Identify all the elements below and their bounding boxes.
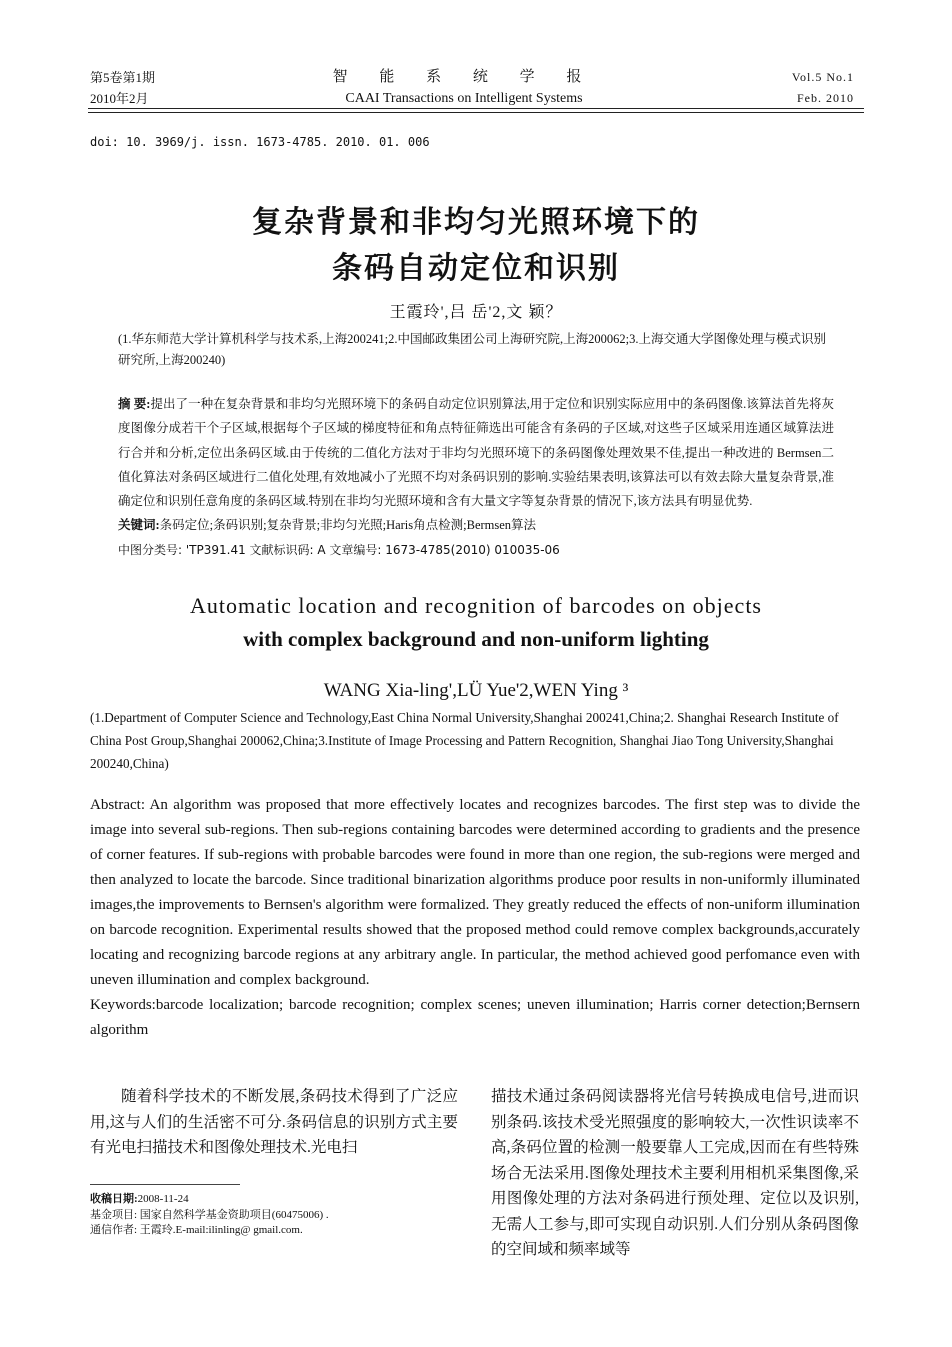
header-rule-top [88,108,864,109]
title-en-line2: with complex background and non-uniform lighting [243,627,709,651]
authors-cn: 王霞玲',吕 岳'2,文 颖？ [389,304,563,321]
doi: doi: 10. 3969/j. issn. 1673-4785. 2010. 01. 006 [90,135,430,149]
authors-en: WANG Xia-ling',LÜ Yue'2,WEN Ying ³ [323,680,629,701]
affiliation-cn: (1.华东师范大学计算机科学与技术系,上海200241;2.中国邮政集团公司上海研究院,上海200062;3.上海交通大学图像处理与模式识别研究所,上海200240) [118,332,826,367]
abstract-cn [118,392,834,562]
title-cn [0,200,952,292]
journal-name-en: CAAI Transactions on Intelligent Systems [345,91,583,106]
journal-header-left [90,67,155,109]
body-column-right: 描技术通过条码阅读器将光信号转换成电信号,进而识别条码.该技术受光照强度的影响较大,一次性识读率不高,条码位置的检测一般要靠人工完成,因而在有些特殊场合无法采用.图像处理技术主要利用相机采集图像,采用图像处理的方法对条码进行预处理、定位以及识别,无需人工参与,即可实现自动识别.人们分别从条码图像的空间域和频率域等 [491,1088,859,1258]
keywords-cn [118,513,834,537]
journal-header-right [792,67,854,109]
abstract-cn-text: 提出了一种在复杂背景和非均匀光照环境下的条码自动定位识别算法,用于定位和识别实际应用中的条码图像.该算法首先将灰度图像分成若干个子区域,根据每个子区域的梯度特征和角点特征筛选出可能含有条码的子区域,对这些子区域采用连通区域算法进行合并和分析,定位出条码区域.由于传统的二值化方法对于非均匀光照环境下的条码图像处理效果不佳,提出一种改进的 Bermsen二值化算法对条码区域进行二值化处理,有效地减小了光照不均对条码识别的影响.实验结果表明,该算法可以有效去除大量复杂背景,准确定位和识别任意角度的条码区域.特别在非均匀光照环境和含有大量文字等复杂背景的情况下,该方法具有明显优势. [118,397,834,509]
abstract-cn-label: 摘 要: [118,397,151,411]
abstract-cn-body [118,392,834,513]
fund-note: 基金项目: 国家自然科学基金资助项目(60475006) . [90,1208,329,1221]
keywords-en [90,993,860,1043]
volume-cn: 第5卷第1期 [90,70,156,85]
keywords-en-label: Keywords: [90,997,156,1013]
abstract-en [90,793,860,1043]
received-label: 收稿日期: [90,1193,138,1205]
header-rule-bottom [88,112,864,113]
body-column-left: 随着科学技术的不断发展,条码技术得到了广泛应用,这与人们的生活密不可分.条码信息的识别方式主要有光电扫描技术和图像处理技术.光电扫 [90,1088,458,1156]
received-value: 2008-11-24 [137,1193,189,1205]
footnotes [90,1192,458,1239]
received-date [90,1192,458,1208]
date-cn: 2010年2月 [90,91,149,106]
classification-line: 中图分类号: 'TP391.41 文献标识码: A 文章编号: 1673-4785(2010) 010035-06 [118,542,560,557]
keywords-en-text: barcode localization; barcode recognition; complex scenes; uneven illumination; Harris corner detection;Bernsern algorithm [90,997,860,1038]
title-cn-line2: 条码自动定位和识别 [332,251,620,286]
keywords-cn-label: 关键词: [118,518,160,533]
date-en: Feb. 2010 [797,91,854,105]
volume-en: Vol.5 No.1 [791,70,854,84]
corresponding-author: 通信作者: 王霞玲.E-mail:ilinling@ gmail.com. [90,1224,303,1236]
footnote-rule [90,1184,240,1185]
journal-name-cn: 智 能 系 统 学 报 [332,69,596,85]
affiliation-en: (1.Department of Computer Science and Technology,East China Normal University,Shanghai 200241,China;2. Shanghai Research Institute of China Post Group,Shanghai 200062,China;3.Institute of Image Processing and Pattern Recognition, Shanghai Jiao Tong University,Shanghai 200240,China) [90,710,839,771]
journal-header-center [280,67,648,109]
keywords-cn-text: 条码定位;条码识别;复杂背景;非均匀光照;Haris角点检测;Bermsen算法 [159,518,537,533]
abstract-en-label: Abstract: [90,797,145,813]
abstract-en-body [90,793,860,993]
abstract-en-text: An algorithm was proposed that more effectively locates and recognizes barcodes. The first step was to divide the image into several sub-regions. Then sub-regions containing barcodes were determined according to gradients and the presence of corner features. If sub-regions with probable barcodes were found in more than one region, the sub-regions were merged and then analyzed to locate the barcode. Since traditional binarization algorithms produce poor results in non-uniformly illuminated images,the improvements to Bernsen's algorithm were formalized. They greatly reduced the effects of non-uniform illumination on barcode recognition. Experimental results showed that the proposed method could remove complex backgrounds,accurately locating and recognizing barcode regions at any arbitrary angle. In particular, the method achieved good perfomance even with uneven illumination and complex background. [90,797,860,988]
title-cn-line1: 复杂背景和非均匀光照环境下的 [252,205,700,240]
title-en-line1: Automatic location and recognition of barcodes on objects [189,593,762,618]
